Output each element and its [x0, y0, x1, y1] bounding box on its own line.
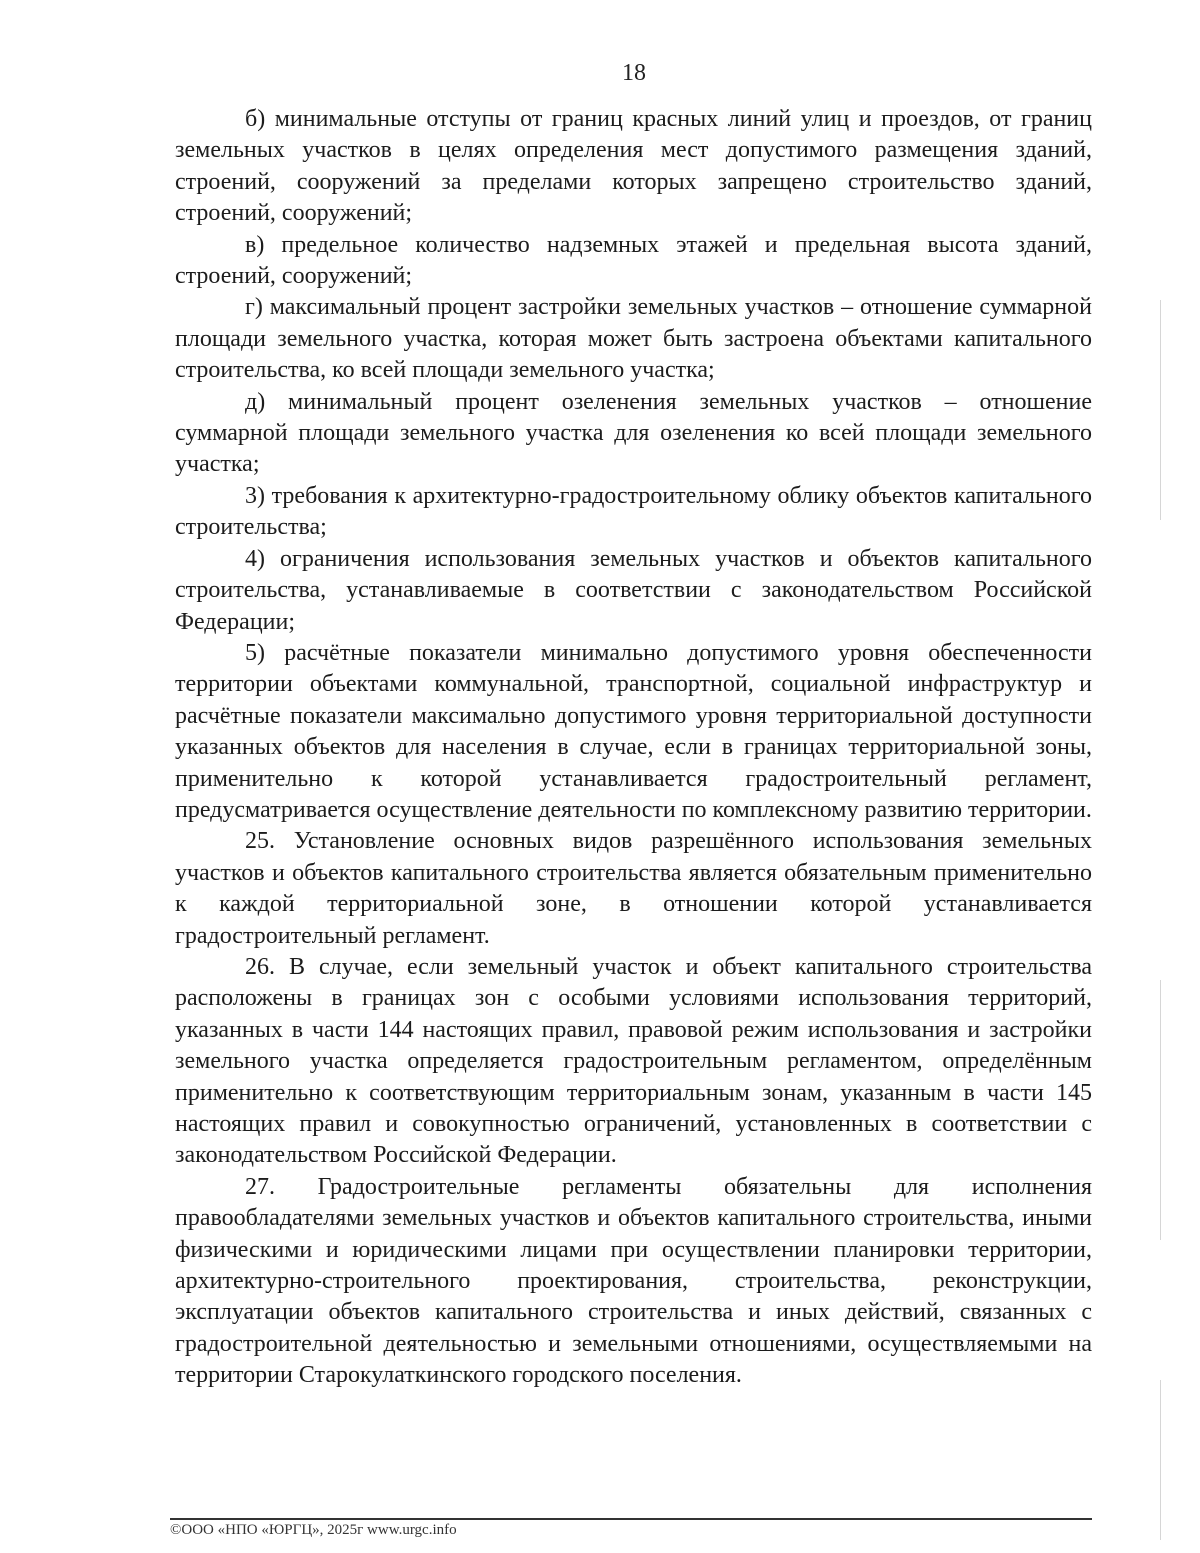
paragraph-d: д) минимальный процент озеленения земельных участков – отношение суммарной площади земельного участка для озеленения ко всей площади земельного участка; — [175, 388, 1092, 478]
paragraph-3: 3) требования к архитектурно-градостроительному облику объектов капитального строительства; — [175, 482, 1092, 541]
paragraph-g: г) максимальный процент застройки земельных участков – отношение суммарной площади земельного участка, которая может быть застроена объектами капитального строительства, ко всей площади земельного участка; — [175, 294, 1092, 384]
paragraph-v: в) предельное количество надземных этажей и предельная высота зданий, строений, сооружений; — [175, 231, 1092, 290]
footer-divider — [170, 1518, 1092, 1520]
paragraph-26: 26. В случае, если земельный участок и объект капитального строительства расположены в границах зон с особыми условиями использования территорий, указанных в части 144 настоящих правил, правовой режим использования и застройки земельного участка определяется градостроительным регламентом, определённым применительно к соответствующим территориальным зонам, указанным в части 145 настоящих правил и совокупностью ограничений, установленных в соответствии с законодательством Российской Федерации. — [175, 953, 1092, 1169]
paragraph-4: 4) ограничения использования земельных участков и объектов капитального строительства, устанавливаемые в соответствии с законодательством Российской Федерации; — [175, 545, 1092, 635]
footer-copyright: ©ООО «НПО «ЮРГЦ», 2025г www.urgc.info — [170, 1522, 457, 1538]
paragraph-27: 27. Градостроительные регламенты обязательны для исполнения правообладателями земельных участков и объектов капитального строительства, иными физическими и юридическими лицами при осуществлении планировки территории, архитектурно-строительного проектирования, строительства, реконструкции, эксплуатации объектов капитального строительства и иных действий, связанных с градостроительной деятельностью и земельными отношениями, осуществляемыми на территории Старокулаткинского городского поселения. — [175, 1173, 1092, 1389]
scan-edge-mark — [1160, 300, 1161, 520]
paragraph-25: 25. Установление основных видов разрешённого использования земельных участков и объектов капитального строительства является обязательным применительно к каждой территориальной зоне, в отношении которой устанавливается градостроительный регламент. — [175, 828, 1092, 949]
paragraph-b: б) минимальные отступы от границ красных линий улиц и проездов, от границ земельных участков в целях определения мест допустимого размещения зданий, строений, сооружений за пределами которых запрещено строительство зданий, строений, сооружений; — [175, 106, 1092, 227]
scan-edge-mark — [1160, 980, 1161, 1240]
scan-edge-mark — [1160, 1380, 1161, 1540]
page-number: 18 — [622, 60, 646, 86]
document-body — [175, 104, 1092, 1392]
paragraph-5: 5) расчётные показатели минимально допустимого уровня обеспеченности территории объектами коммунальной, транспортной, социальной инфраструктур и расчётные показатели максимально допустимого уровня территориальной доступности указанных объектов для населения в случае, если в границах территориальной зоны, применительно к которой устанавливается градостроительный регламент, предусматривается осуществление деятельности по комплексному развитию территории. — [175, 639, 1092, 823]
